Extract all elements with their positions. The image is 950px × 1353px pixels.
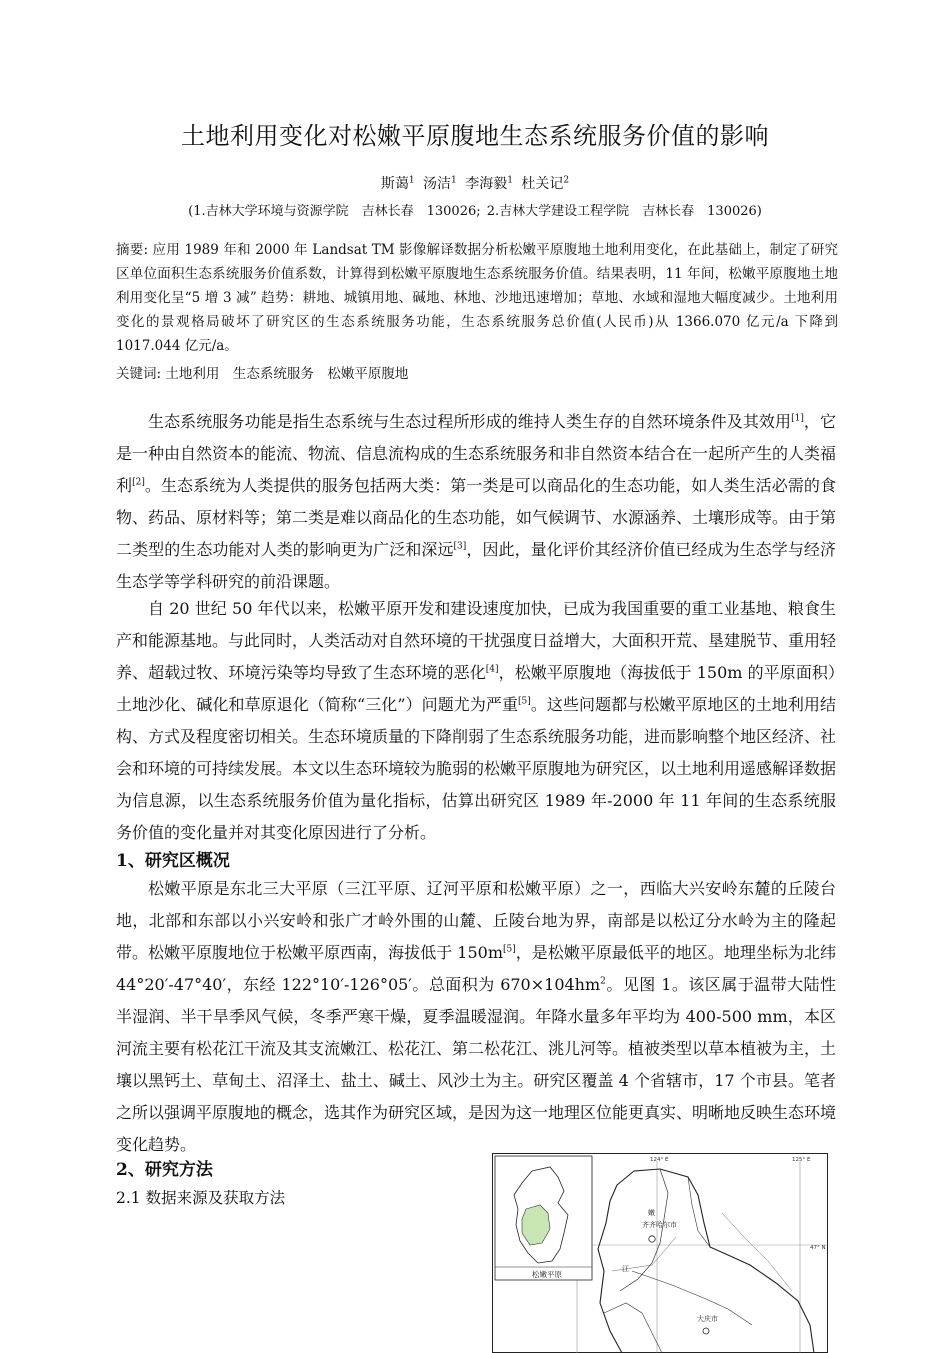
body-paragraph: 生态系统服务功能是指生态系统与生态过程所形成的维持人类生存的自然环境条件及其效用[1]，它是一种由自然资本的能流、物流、信息流构成的生态系统服务和非自然资本结合在一起所产生的人类福利[2]。生态系统为人类提供的服务包括两大类：第一类是可以商品化的生态功能，如人类生活必需的食物、药品、原材料等；第二类是难以商品化的生态功能，如气候调节、水源涵养、土壤形成等。由于第二类型的生态功能对人类的影响更为广泛和深远[3]，因此，量化评价其经济价值已经成为生态学与经济生态学等学科研究的前沿课题。 bbox=[116, 412, 837, 591]
study-area-map bbox=[492, 1153, 830, 1353]
city-label: 大庆市 bbox=[697, 1315, 718, 1323]
city-marker bbox=[649, 1236, 655, 1242]
section-heading: 1、研究区概况 bbox=[116, 851, 230, 871]
body-paragraph: 松嫩平原是东北三大平原（三江平原、辽河平原和松嫩平原）之一，西临大兴安岭东麓的丘陵台地，北部和东部以小兴安岭和张广才岭外围的山麓、丘陵台地为界，南部是以松辽分水岭为主的隆起带。松嫩平原腹地位于松嫩平原西南，海拔低于 150m[5]，是松嫩平原最低平的地区。地理坐标为北纬 44°20′-47°40′，东经 122°10′-126°05′。总面积为 $670\times 104hm^2$。见图 1。该区属于温带大陆性半湿润、半干旱季风气候，冬季严寒干燥，夏季温暖湿润。年降水量多年平均为 400-500 mm，本区河流主要有松花江干流及其支流嫩江、松花江、第二松花江、洮儿河等。植被类型以草本植被为主，土壤以黑钙土、草甸土、沼泽土、盐土、碱土、风沙土为主。研究区覆盖 4 个省辖市，17 个市县。笔者之所以强调平原腹地的概念，选其作为研究区域，是因为这一地理区位能更真实、明晰地反映生态环境变化趋势。 bbox=[116, 879, 837, 1154]
author-list bbox=[0, 173, 950, 193]
author-affiliation-mark: 1 bbox=[408, 175, 415, 186]
keywords: 关键词: 土地利用 生态系统服务 松嫩平原腹地 bbox=[116, 366, 409, 382]
citation: [1] bbox=[791, 413, 804, 424]
citation: [3] bbox=[453, 541, 467, 552]
citation: [5] bbox=[503, 944, 516, 955]
river-label: 江 bbox=[622, 1265, 629, 1273]
citation: [2] bbox=[132, 477, 145, 488]
subsection-heading: 2.1 数据来源及获取方法 bbox=[116, 1189, 286, 1207]
city-marker bbox=[703, 1328, 709, 1334]
inset-map bbox=[495, 1156, 592, 1280]
inset-label: 松嫩平原 bbox=[532, 1270, 562, 1279]
lat-tick-label: 47° N bbox=[810, 1245, 826, 1251]
abstract: 摘要: 应用 1989 年和 2000 年 Landsat TM 影像解译数据分析松嫩平原腹地土地利用变化，在此基础上，制定了研究区单位面积生态系统服务价值系数，计算得到松嫩平原腹地生态系统服务价值。结果表明，11 年间，松嫩平原腹地土地利用变化呈“5 增 3 减” 趋势：耕地、城镇用地、碱地、林地、沙地迅速增加；草地、水域和湿地大幅度减少。土地利用变化的景观格局破坏了研究区的生态系统服务功能，生态系统服务总价值(人民币)从 1366.070 亿元/a 下降到 1017.044 亿元/a。 bbox=[116, 242, 838, 354]
lon-tick-label: 124° E bbox=[650, 1157, 669, 1163]
section-heading: 2、研究方法 bbox=[116, 1160, 213, 1180]
body-paragraph: 自 20 世纪 50 年代以来，松嫩平原开发和建设速度加快，已成为我国重要的重工业基地、粮食生产和能源基地。与此同时，人类活动对自然环境的干扰强度日益增大，大面积开荒、垦建脱节、重用轻养、超载过牧、环境污染等均导致了生态环境的恶化[4]，松嫩平原腹地（海拔低于 150m 的平原面积）土地沙化、碱化和草原退化（简称“三化”）问题尤为严重[5]。这些问题都与松嫩平原地区的土地利用结构、方式及程度密切相关。生态环境质量的下降削弱了生态系统服务功能，进而影响整个地区经济、社会和环境的可持续发展。本文以生态环境较为脆弱的松嫩平原腹地为研究区，以土地利用遥感解译数据为信息源，以生态系统服务价值为量化指标，估算出研究区 1989 年-2000 年 11 年间的生态系统服务价值的变化量并对其变化原因进行了分析。 bbox=[116, 599, 837, 842]
city-label: 齐齐哈尔市 bbox=[642, 1221, 677, 1229]
author-name: 汤洁 bbox=[423, 176, 452, 192]
lon-tick-label: 125° E bbox=[792, 1157, 811, 1163]
author-affiliation-mark: 2 bbox=[563, 175, 570, 186]
author-affiliation-mark: 1 bbox=[507, 175, 513, 186]
author-name: 斯蔼 bbox=[380, 176, 409, 192]
affiliations: (1.吉林大学环境与资源学院 吉林长春 130026; 2.吉林大学建设工程学院 吉林长春 130026) bbox=[188, 204, 762, 219]
author-name: 杜关记 bbox=[521, 176, 564, 192]
citation: [5] bbox=[518, 696, 531, 707]
citation: [4] bbox=[485, 664, 499, 675]
author-affiliation-mark: 1 bbox=[451, 175, 457, 186]
superscript: 2 bbox=[600, 976, 606, 987]
paper-title: 土地利用变化对松嫩平原腹地生态系统服务价值的影响 bbox=[181, 122, 769, 150]
river-label: 嫩 bbox=[648, 1209, 655, 1217]
author-name: 李海毅 bbox=[465, 176, 508, 192]
